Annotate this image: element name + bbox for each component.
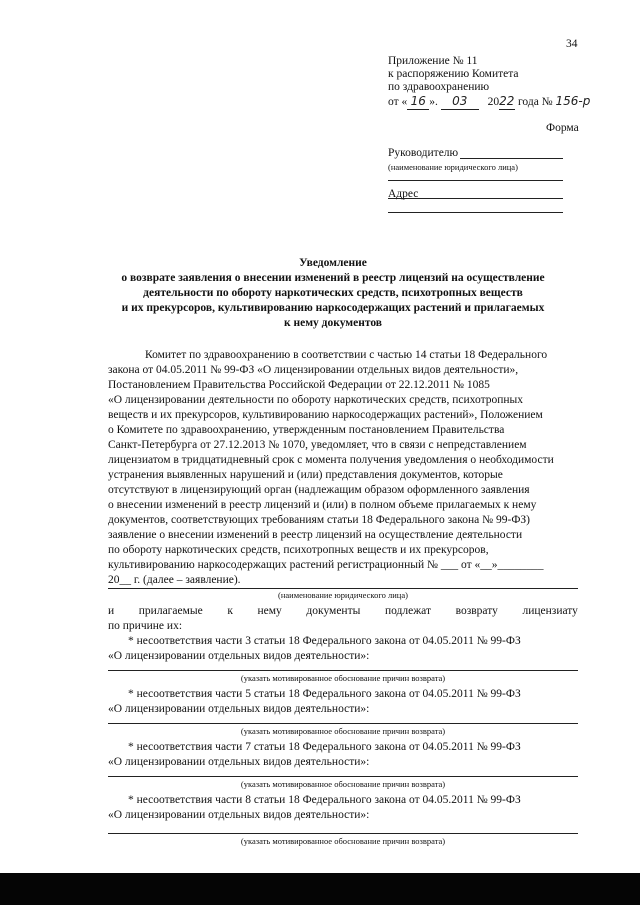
body-line: культивированию наркосодержащих растений регистрационный № ___ от «__»________	[108, 559, 544, 571]
body-line: отсутствуют в лицензирующий орган (надлежащим образом оформленного заявления	[108, 484, 530, 496]
body-line: о внесении изменений в реестр лицензий и (или) в полном объеме прилагаемых к нему	[108, 499, 537, 511]
date-month: 03	[441, 93, 479, 110]
reason-line: «О лицензировании отдельных видов деятельности»:	[108, 756, 370, 768]
year-word: года №	[518, 96, 553, 108]
date-prefix: от «	[388, 96, 408, 108]
return-word: возврату	[455, 605, 498, 617]
body-line: заявление о внесении изменений в реестр лицензий на осуществление деятельности	[108, 529, 523, 541]
body-line: устранения выявленных нарушений и (или) представления документов, которые	[108, 469, 503, 481]
reason-caption: (указать мотивированное обоснование причин возврата)	[240, 836, 446, 846]
body-line: по обороту наркотических средств, психотропных веществ и их прекурсоров,	[108, 544, 489, 556]
reason-line: «О лицензировании отдельных видов деятельности»:	[108, 703, 370, 715]
reason-caption: (указать мотивированное обоснование причин возврата)	[240, 726, 446, 736]
appendix-line: Приложение № 11	[388, 55, 478, 67]
appendix-committee-line: по здравоохранению	[388, 81, 490, 93]
page-number: 34	[566, 38, 578, 50]
address-line-2	[388, 212, 563, 213]
reason-line: * несоответствия части 5 статьи 18 Федерального закона от 04.05.2011 № 99-ФЗ	[128, 688, 521, 700]
form-label: Форма	[546, 122, 579, 134]
reason-fill-line	[108, 776, 578, 777]
reasons-intro: по причине их:	[108, 620, 183, 632]
body-line: Санкт-Петербурга от 27.12.2013 № 1070, уведомляет, что в связи с непредставлением	[108, 439, 527, 451]
addressee-line-2	[388, 180, 563, 181]
entity-caption: (наименование юридического лица)	[278, 590, 408, 600]
addressee-head: Руководителю	[388, 147, 459, 159]
body-line: 20__ г. (далее – заявление).	[108, 574, 241, 586]
title-line-2: о возврате заявления о внесении изменений в реестр лицензий на осуществление	[121, 272, 545, 284]
date-mid: ».	[429, 96, 438, 108]
return-word: лицензиату	[522, 605, 578, 617]
body-line: документов, соответствующих требованиям статьи 18 Федерального закона № 99-ФЗ)	[108, 514, 531, 526]
title-line-1: Уведомление	[299, 257, 367, 269]
return-word: к	[227, 605, 233, 617]
appendix-date-line	[388, 93, 598, 110]
reason-line: «О лицензировании отдельных видов деятельности»:	[108, 809, 370, 821]
reason-caption: (указать мотивированное обоснование причин возврата)	[240, 673, 446, 683]
appendix-order-line: к распоряжению Комитета	[388, 68, 519, 80]
addressee-head-line	[460, 158, 563, 159]
scan-bottom-bar	[0, 873, 640, 905]
return-word: и	[108, 605, 115, 617]
reason-fill-line	[108, 670, 578, 671]
reason-line: * несоответствия части 8 статьи 18 Федерального закона от 04.05.2011 № 99-ФЗ	[128, 794, 521, 806]
reason-fill-line	[108, 833, 578, 834]
body-line: закона от 04.05.2011 № 99-ФЗ «О лицензировании отдельных видов деятельности»,	[108, 364, 519, 376]
addressee-caption: (наименование юридического лица)	[388, 162, 518, 172]
body-line: Постановлением Правительства Российской Федерации от 22.12.2011 № 1085	[108, 379, 490, 391]
reason-caption: (указать мотивированное обоснование причин возврата)	[240, 779, 446, 789]
body-line: о Комитете по здравоохранению, утвержденным постановлением Правительства	[108, 424, 505, 436]
reason-line: * несоответствия части 7 статьи 18 Федерального закона от 04.05.2011 № 99-ФЗ	[128, 741, 521, 753]
title-line-5: к нему документов	[283, 317, 383, 329]
address-label: Адрес	[388, 188, 419, 200]
year-suffix: 22	[499, 94, 515, 108]
year-prefix: 20	[487, 96, 500, 108]
return-word: документы	[306, 605, 361, 617]
date-day: 16	[407, 93, 429, 110]
body-line: лицензиатом в тридцатидневный срок с момента получения уведомления о необходимости	[108, 454, 554, 466]
entity-line	[108, 588, 578, 589]
body-line: Комитет по здравоохранению в соответствии с частью 14 статьи 18 Федерального	[145, 349, 548, 361]
body-line: «О лицензировании деятельности по обороту наркотических средств, психотропных	[108, 394, 524, 406]
reason-line: «О лицензировании отдельных видов деятельности»:	[108, 650, 370, 662]
reason-line: * несоответствия части 3 статьи 18 Федерального закона от 04.05.2011 № 99-ФЗ	[128, 635, 521, 647]
title-line-4: и их прекурсоров, культивированию наркосодержащих растений и прилагаемых	[121, 302, 545, 314]
address-line-1	[388, 198, 563, 199]
body-line: веществ и их прекурсоров, культивированию наркосодержащих растений», Положением	[108, 409, 543, 421]
doc-number: 156-р	[555, 94, 591, 108]
reason-fill-line	[108, 723, 578, 724]
return-word: нему	[257, 605, 282, 617]
return-sentence	[108, 603, 578, 619]
return-word: прилагаемые	[138, 605, 203, 617]
title-line-3: деятельности по обороту наркотических средств, психотропных веществ	[143, 287, 523, 299]
return-word: подлежат	[384, 605, 431, 617]
